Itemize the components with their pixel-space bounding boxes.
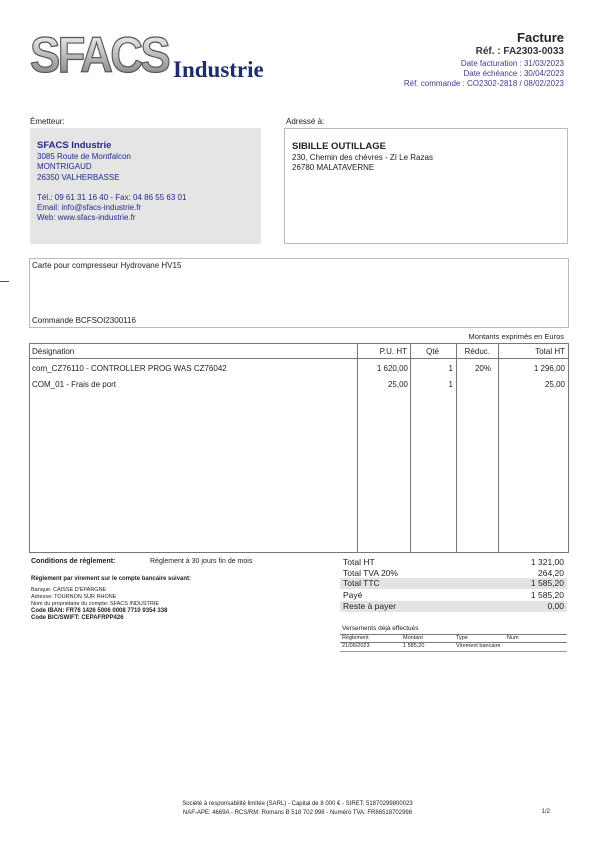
col-divider bbox=[410, 344, 411, 552]
total-value: 1 585,20 bbox=[530, 590, 564, 600]
payments-title: Versements déjà effectués bbox=[342, 625, 419, 632]
total-value: 1 585,20 bbox=[530, 578, 564, 588]
col-designation: Désignation bbox=[32, 347, 75, 356]
currency-note: Montants exprimés en Euros bbox=[468, 332, 564, 341]
invoice-title: Facture bbox=[517, 30, 564, 45]
company-logo bbox=[28, 32, 288, 80]
payments-divider bbox=[340, 642, 567, 643]
payment-amount: 1 585,20 bbox=[403, 643, 425, 649]
total-label: Total TTC bbox=[343, 578, 380, 588]
total-label: Total TVA 20% bbox=[343, 568, 398, 578]
col-divider bbox=[357, 344, 358, 552]
payments-header-montant: Montant bbox=[403, 635, 423, 641]
transfer-title: Règlement par virement sur le compte bancaire suivant: bbox=[31, 576, 192, 582]
payments-divider bbox=[340, 651, 567, 652]
due-date: Date échéance : 30/04/2023 bbox=[463, 69, 564, 78]
invoice-header bbox=[404, 30, 564, 89]
fold-mark bbox=[0, 281, 9, 282]
bank-name: Banque: CAISSE D'EPARGNE bbox=[31, 587, 107, 593]
total-value: 1 321,00 bbox=[530, 557, 564, 567]
emitter-label: Émetteur: bbox=[30, 117, 65, 126]
account-owner: Nom du propriétaire du compte: SFACS INDUSTRIE bbox=[31, 601, 160, 607]
total-value: 0,00 bbox=[547, 601, 564, 611]
payment-date: 21/06/2023 bbox=[342, 643, 370, 649]
col-divider bbox=[498, 344, 499, 552]
emitter-box bbox=[30, 128, 261, 244]
col-divider bbox=[456, 344, 457, 552]
bank-details bbox=[31, 587, 167, 622]
col-pu: P.U. HT bbox=[379, 347, 407, 356]
row-designation: COM_01 - Frais de port bbox=[32, 380, 117, 389]
total-label: Reste à payer bbox=[343, 601, 396, 611]
row-pu: 1 620,00 bbox=[376, 364, 408, 373]
emitter-email: Email: info@sfacs-industrie.fr bbox=[37, 203, 142, 213]
bic: Code BIC/SWIFT: CEPAFRPP426 bbox=[31, 615, 124, 621]
logo-mark: SFACS bbox=[30, 32, 170, 80]
total-row bbox=[340, 590, 567, 601]
payment-terms-value: Règlement à 30 jours fin de mois bbox=[150, 558, 253, 565]
items-table bbox=[29, 343, 569, 553]
recipient-city: 26780 MALATAVERNE bbox=[292, 163, 375, 173]
payments-divider bbox=[340, 634, 567, 635]
iban: Code IBAN: FR76 1426 5006 0008 7710 9354 338 bbox=[31, 608, 168, 614]
emitter-city: MONTRIGAUD bbox=[37, 162, 92, 172]
row-qte: 1 bbox=[448, 380, 453, 389]
payment-terms-label: Conditions de règlement: bbox=[31, 558, 116, 565]
row-total: 25,00 bbox=[544, 380, 565, 389]
footer-line2: NAF-APE: 4669A - RCS/RM: Romans B 518 702 998 - Numéro TVA: FR86518702998 bbox=[182, 810, 413, 816]
recipient-box bbox=[284, 128, 568, 244]
col-total: Total HT bbox=[535, 347, 565, 356]
row-pu: 25,00 bbox=[387, 380, 408, 389]
emitter-web: Web: www.sfacs-industrie.fr bbox=[37, 213, 136, 223]
row-reduc: 20% bbox=[474, 364, 491, 373]
object-line1: Carte pour compresseur Hydrovane HV15 bbox=[32, 261, 182, 270]
emitter-zip: 26350 VALHERBASSE bbox=[37, 172, 120, 182]
total-label: Payé bbox=[343, 590, 363, 600]
legal-footer bbox=[0, 800, 595, 818]
col-reduc: Réduc. bbox=[464, 347, 490, 356]
row-qte: 1 bbox=[448, 364, 453, 373]
emitter-name: SFACS Industrie bbox=[37, 140, 112, 151]
payments-header-type: Type bbox=[456, 635, 468, 641]
recipient-street: 230, Chemin des chèvres - ZI Le Razas bbox=[292, 153, 433, 162]
object-line2: Commande BCFSOI2300116 bbox=[32, 316, 136, 325]
total-value: 264,20 bbox=[538, 568, 564, 578]
payment-type: Virement bancaire bbox=[456, 643, 501, 649]
recipient-label: Adressé à: bbox=[286, 117, 325, 126]
total-row bbox=[340, 578, 567, 589]
recipient-name: SIBILLE OUTILLAGE bbox=[292, 141, 386, 152]
footer-line1: Société à responsabilité limitée (SARL) - Capital de 8 000 € - SIRET: 51870299800023 bbox=[182, 801, 413, 807]
row-total: 1 296,00 bbox=[533, 364, 565, 373]
logo-subtitle: Industrie bbox=[173, 57, 264, 80]
total-row bbox=[340, 601, 567, 612]
order-ref: Réf. commande : CO2302-2818 / 08/02/2023 bbox=[403, 79, 564, 88]
col-qte: Qté bbox=[426, 347, 439, 356]
total-label: Total HT bbox=[343, 557, 375, 567]
total-row bbox=[340, 557, 567, 568]
bank-address: Adresse: TOURNON SUR RHONE bbox=[31, 594, 117, 600]
invoice-ref: Réf. : FA2303-0033 bbox=[475, 46, 564, 57]
invoice-date: Date facturation : 31/03/2023 bbox=[460, 59, 564, 68]
object-box bbox=[29, 258, 569, 328]
row-designation: com_CZ76110 - CONTROLLER PROG WAS CZ76042 bbox=[32, 364, 227, 373]
emitter-phone: Tél.: 09 61 31 16 40 - Fax: 04 86 55 63 01 bbox=[37, 192, 187, 202]
payments-header-num: Num bbox=[507, 635, 519, 641]
emitter-street: 3085 Route de Montfalcon bbox=[37, 152, 131, 161]
page-number: 1/2 bbox=[541, 809, 550, 815]
payments-header-reglement: Règlement bbox=[342, 635, 369, 641]
